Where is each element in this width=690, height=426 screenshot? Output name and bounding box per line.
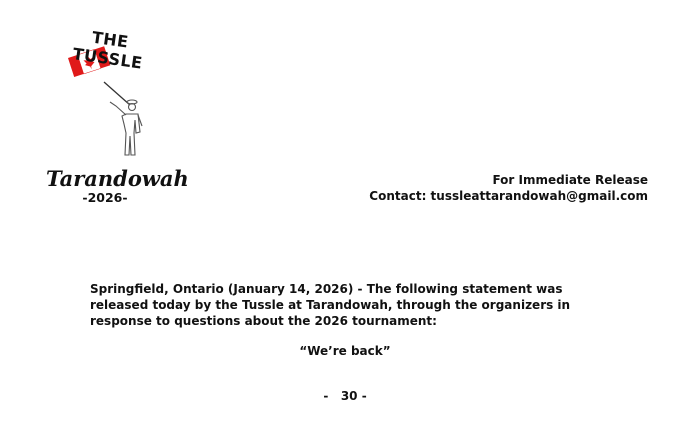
statement-paragraph: Springfield, Ontario (January 14, 2026) - The following statement was released today by the Tussle at Tarandowah, through the organizers in response to questions about the 2026 tournament: — [90, 282, 571, 328]
contact-line: Contact: tussleattarandowah@gmail.com — [369, 189, 648, 203]
release-header — [369, 172, 648, 204]
tussle-logo — [46, 20, 189, 205]
end-marker: - 30 - — [323, 389, 367, 403]
quote-text: “We’re back” — [299, 344, 391, 358]
release-label: For Immediate Release — [492, 173, 648, 187]
logo-title: THE TUSSLE — [71, 27, 144, 73]
logo-year: -2026- — [82, 190, 128, 205]
logo-script-name: Tarandowah — [46, 166, 189, 191]
